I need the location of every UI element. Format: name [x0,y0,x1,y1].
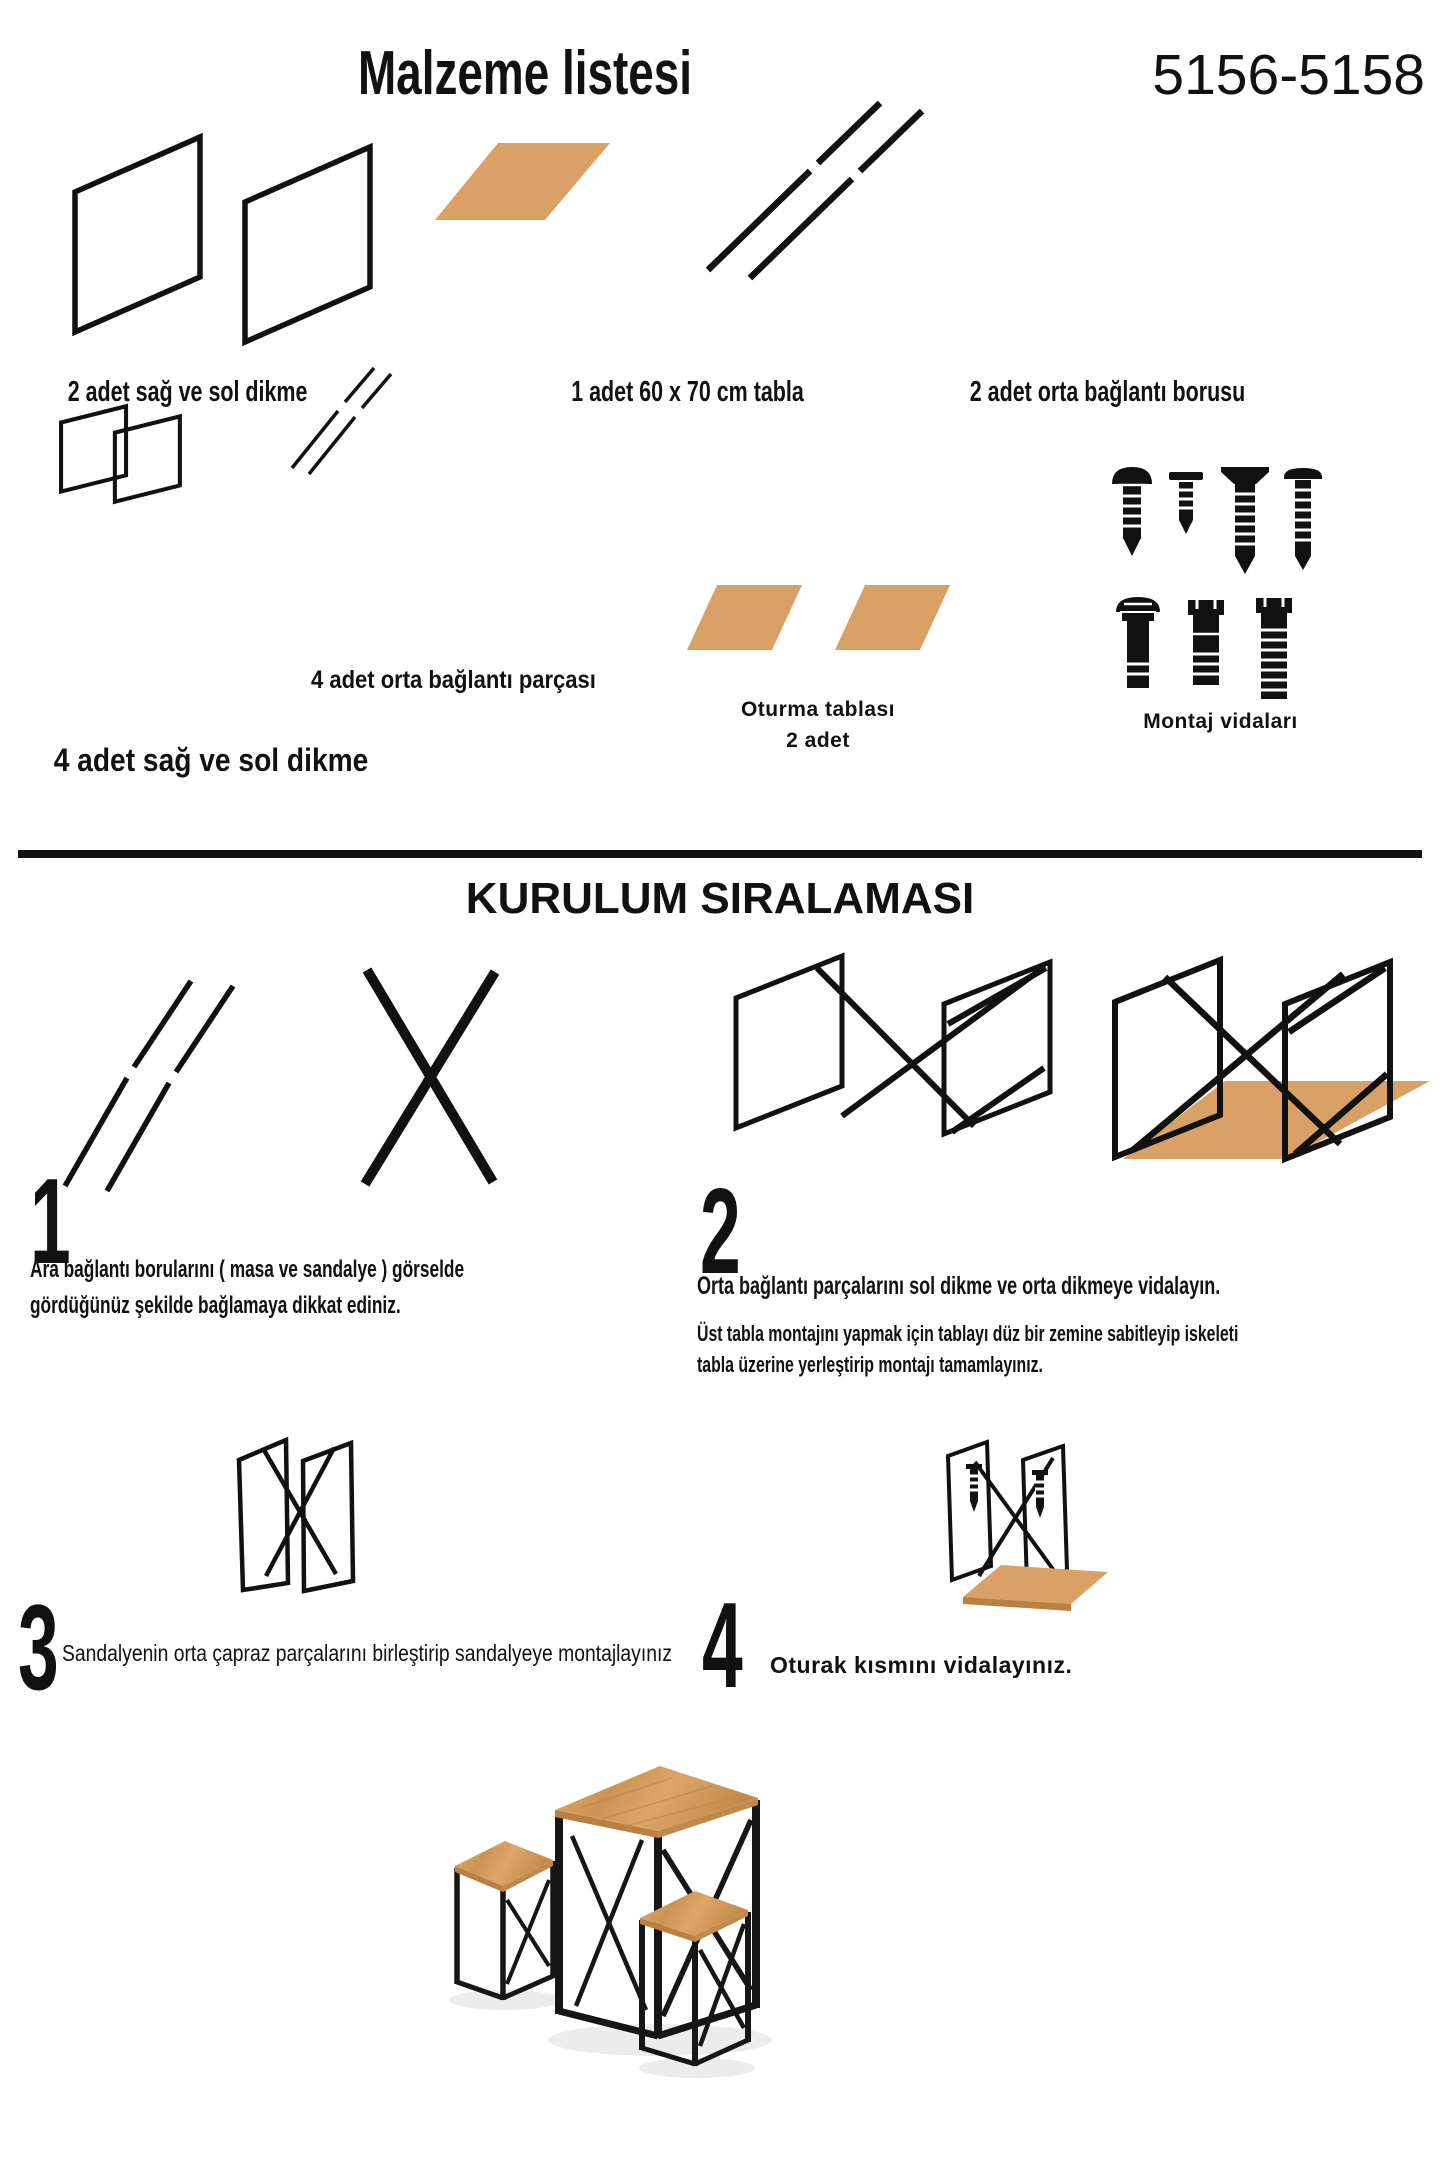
label-seat-line2: 2 adet [786,729,850,752]
diagram-step1-tubes [55,960,235,1195]
label-middle-tubes: 2 adet orta bağlantı borusu [969,376,1246,408]
diagram-four-side-frames [58,402,188,509]
bolt-icon [1188,599,1224,685]
diagram-step4-seat-screws [925,1434,1130,1634]
assembly-section-title: KURULUM SIRALAMASI [465,874,975,923]
diagram-table-top-panel [433,140,615,224]
label-middle-parts: 4 adet orta bağlantı parçası [311,666,596,694]
step1-text-line2: gördüğünüz şekilde bağlamaya dikkat ediniz. [30,1292,401,1319]
step2-text2-line1: Üst tabla montajını yapmak için tablayı düz bir zemine sabitleyip iskeleti [697,1321,1239,1346]
step4-text: Oturak kısmını vidalayınız. [770,1652,1073,1678]
diagram-two-connection-tubes [700,88,935,283]
diagram-step1-cross [345,956,515,1194]
diagram-two-side-frames [55,112,400,357]
screw-icon [1032,1470,1048,1518]
step2-text1: Orta bağlantı parçalarını sol dikme ve orta dikmeye vidalayın. [697,1272,1221,1300]
screw-icon [1112,467,1152,556]
screw-icon [1169,472,1203,534]
label-side-frames-4: 4 adet sağ ve sol dikme [53,742,369,778]
screw-icon [1284,468,1322,570]
label-side-frames-2: 2 adet sağ ve sol dikme [67,376,308,408]
screw-icon [1221,467,1269,574]
label-seat-line1: Oturma tablası [740,698,896,721]
bolt-icon [1116,597,1160,688]
step3-text: Sandalyenin orta çapraz parçalarını birleştirip sandalyeye montajlayınız [62,1640,672,1666]
diagram-seat-panels [685,582,953,654]
step2-number: 2 [700,1163,741,1299]
step1-text [30,1252,464,1324]
diagram-step3-chair-cross [236,1434,361,1606]
diagram-mounting-screws [1098,462,1343,702]
product-code: 5156-5158 [1152,43,1425,107]
step2-text2 [697,1318,1238,1380]
step4-number: 4 [702,1577,743,1713]
label-table-top: 1 adet 60 x 70 cm tabla [571,376,804,408]
label-seat-panels [688,694,948,756]
step2-text2-line2: tabla üzerine yerleştirip montajı tamamlayınız. [697,1352,1043,1377]
step3-number: 3 [18,1579,59,1715]
product-photo-table-and-stools [420,1728,775,2143]
bolt-icon [1256,597,1292,699]
diagram-step2-frame-pair-with-panel [1085,932,1435,1187]
diagram-four-connection-parts [288,360,396,478]
section-divider [18,850,1422,858]
step1-number: 1 [30,1153,71,1289]
diagram-step2-frame-pair [722,946,1097,1171]
label-screws: Montaj vidaları [1143,710,1298,733]
step1-text-line1: Ara bağlantı borularını ( masa ve sandalye ) görselde [30,1256,465,1283]
page-title: Malzeme listesi [357,39,693,108]
